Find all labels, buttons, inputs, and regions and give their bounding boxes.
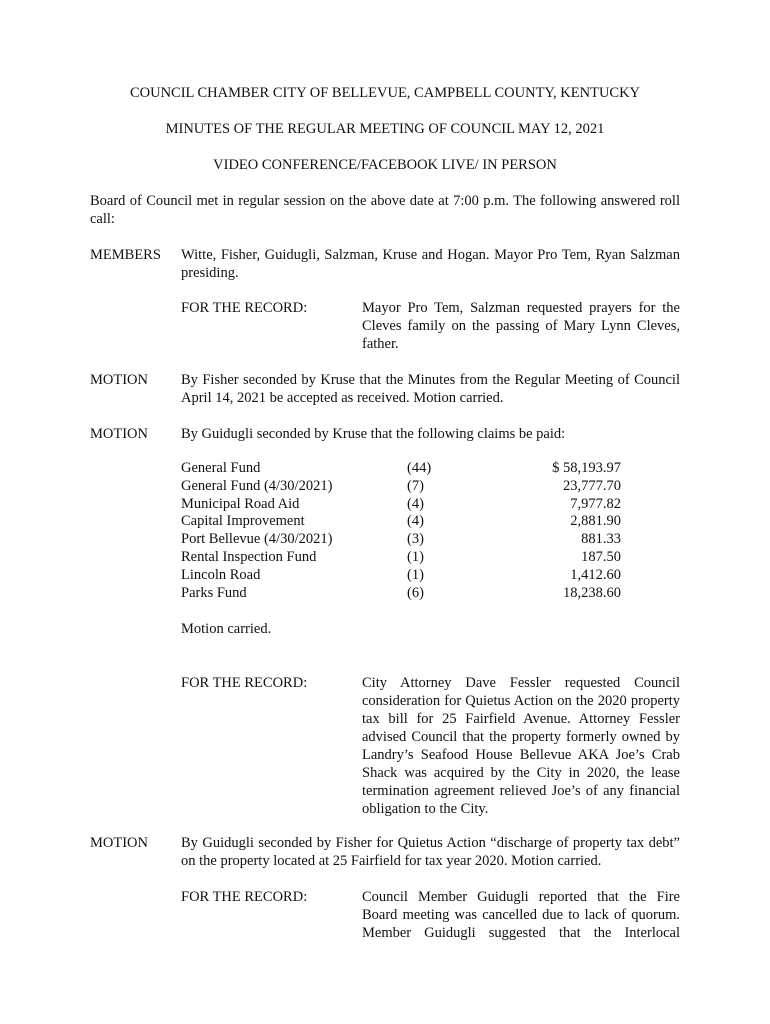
- motion3-label: MOTION: [90, 835, 148, 851]
- claim-amount: 881.33: [581, 531, 621, 548]
- record3-text: Council Member Guidugli reported that the Fire Board meeting was cancelled due to lack of quorum. Member Guidugli suggested that the Interlocal: [362, 889, 680, 941]
- claim-count: (6): [407, 584, 424, 601]
- claim-fund-name: Port Bellevue (4/30/2021): [181, 531, 333, 548]
- claim-count: (3): [407, 531, 424, 548]
- claim-count: (4): [407, 495, 424, 512]
- motion2-label: MOTION: [90, 426, 148, 442]
- motion2-result: Motion carried.: [181, 621, 272, 637]
- header-meeting-title: MINUTES OF THE REGULAR MEETING OF COUNCIL MAY 12, 2021: [165, 121, 605, 137]
- record2-text: City Attorney Dave Fessler requested Council consideration for Quietus Action on the 2020 property tax bill for 25 Fairfield Avenue. Attorney Fessler advised Council that the property formerly owned by Landry’s Seafood House Bellevue AKA Joe’s Crab Shack was acquired by the City in 2020, the lease termination agreement relieved Joe’s of any financial obligation to the City.: [362, 675, 680, 817]
- claim-row: [181, 585, 621, 603]
- header-meeting-format: VIDEO CONFERENCE/FACEBOOK LIVE/ IN PERSON: [213, 157, 557, 173]
- motion3-text: By Guidugli seconded by Fisher for Quietus Action “discharge of property tax debt” on the property located at 25 Fairfield for tax year 2020. Motion carried.: [181, 835, 680, 869]
- claim-row: [181, 460, 621, 478]
- claim-count: (1): [407, 548, 424, 565]
- claim-row: [181, 549, 621, 567]
- claim-count: (7): [407, 477, 424, 494]
- claim-fund-name: Lincoln Road: [181, 566, 261, 583]
- claim-row: [181, 513, 621, 531]
- record3-label: FOR THE RECORD:: [181, 889, 308, 905]
- claim-count: (44): [407, 460, 432, 476]
- intro-paragraph: Board of Council met in regular session on the above date at 7:00 p.m. The following answered roll call:: [90, 193, 680, 227]
- record2-label: FOR THE RECORD:: [181, 675, 308, 691]
- motion1-text: By Fisher seconded by Kruse that the Minutes from the Regular Meeting of Council April 14, 2021 be accepted as received. Motion carried.: [181, 372, 680, 406]
- header-city-title: COUNCIL CHAMBER CITY OF BELLEVUE, CAMPBELL COUNTY, KENTUCKY: [129, 85, 641, 101]
- claim-fund-name: Capital Improvement: [181, 513, 305, 530]
- claim-amount: 7,977.82: [570, 495, 621, 512]
- claim-row: [181, 478, 621, 496]
- claims-table: [181, 460, 621, 602]
- claim-amount: 18,238.60: [563, 584, 621, 601]
- motion1-label: MOTION: [90, 372, 148, 388]
- claim-fund-name: Municipal Road Aid: [181, 495, 300, 512]
- claim-amount: 187.50: [581, 548, 621, 565]
- claim-fund-name: General Fund: [181, 460, 261, 476]
- claim-amount: 2,881.90: [570, 513, 621, 530]
- claim-fund-name: General Fund (4/30/2021): [181, 477, 333, 494]
- claim-amount: 1,412.60: [570, 566, 621, 583]
- claim-row: [181, 496, 621, 514]
- record1-label: FOR THE RECORD:: [181, 300, 308, 316]
- claim-row: [181, 567, 621, 585]
- members-text: Witte, Fisher, Guidugli, Salzman, Kruse and Hogan. Mayor Pro Tem, Ryan Salzman presiding.: [181, 247, 680, 281]
- claim-row: [181, 531, 621, 549]
- claim-fund-name: Parks Fund: [181, 584, 247, 601]
- record1-text: Mayor Pro Tem, Salzman requested prayers for the Cleves family on the passing of Mary Lynn Cleves, father.: [362, 300, 680, 352]
- claim-count: (4): [407, 513, 424, 530]
- claim-count: (1): [407, 566, 424, 583]
- claim-fund-name: Rental Inspection Fund: [181, 548, 317, 565]
- claim-amount: 23,777.70: [563, 477, 621, 494]
- claim-amount: $ 58,193.97: [552, 460, 621, 476]
- members-label: MEMBERS: [90, 247, 161, 263]
- motion2-text: By Guidugli seconded by Kruse that the following claims be paid:: [181, 426, 566, 442]
